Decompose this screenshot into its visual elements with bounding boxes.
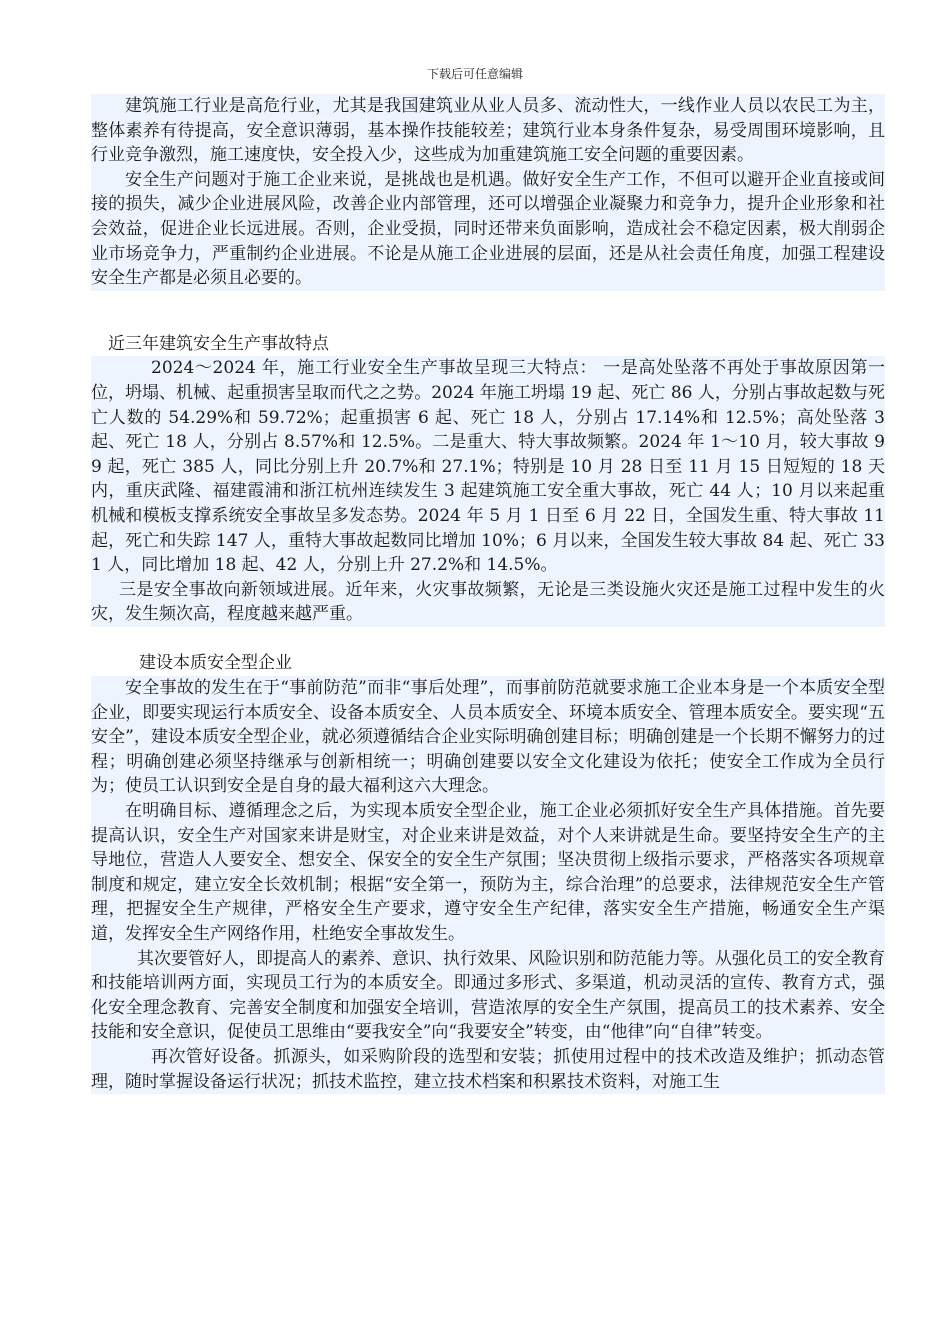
paragraph-block (91, 94, 885, 291)
paragraph-manage-people: 其次要管好人，即提高人的素养、意识、执行效果、风险识别和防范能力等。从强化员工的安全教育和技能培训两方面，实现员工行为的本质安全。即通过多形式、多渠道，机动灵活的宣传、教育方式，强化安全理念教育、完善安全制度和加强安全培训，营造浓厚的安全生产氛围，提高员工的技术素养、安全技能和安全意识，促使员工思维由“要我安全”向“我要安全”转变，由“他律”向“自律”转变。 (91, 948, 885, 1043)
section-heading-accident-features: 近三年建筑安全生产事故特点 (91, 332, 885, 357)
paragraph-prevention: 安全事故的发生在于“事前防范”而非“事后处理”，而事前防范就要求施工企业本身是一个本质安全型企业，即要实现运行本质安全、设备本质安全、人员本质安全、环境本质安全、管理本质安全。要实现“五安全”，建设本质安全型企业，就必须遵循结合企业实际明确创建目标；明确创建是一个长期不懈努力的过程；明确创建必须坚持继承与创新相统一；明确创建要以安全文化建设为依托；使安全工作成为全员行为；使员工认识到安全是自身的最大福利这六大理念。 (91, 678, 885, 797)
document-body (91, 94, 885, 1094)
spacer (91, 291, 885, 332)
page-header: 下载后可任意编辑 (426, 67, 523, 81)
paragraph-safety-opportunity: 安全生产问题对于施工企业来说，是挑战也是机遇。做好安全生产工作，不但可以避开企业直接或间接的损失，减少企业进展风险，改善企业内部管理，还可以增强企业凝聚力和竞争力，提升企业形象和社会效益，促进企业长远进展。否则，企业受损，同时还带来负面影响，造成社会不稳定因素，极大削弱企业市场竞争力，严重制约企业进展。不论是从施工企业进展的层面，还是从社会责任角度，加强工程建设安全生产都是必须且必要的。 (91, 169, 885, 289)
paragraph-accident-statistics: 2024～2024 年，施工行业安全生产事故呈现三大特点： 一是高处坠落不再处于事故原因第一位，坍塌、机械、起重损害呈取而代之之势。2024 年施工坍塌 19 起、死亡 86 人，分别占事故起数与死亡人数的 54.29%和 59.72%；起重损害 6 起、死亡 18 人，分别占 17.14%和 12.5%；高处坠落 3 起、死亡 18 人，分别占 8.57%和 12.5%。二是重大、特大事故频繁。2024 年 1～10 月，较大事故 99 起，死亡 385 人，同比分别上升 20.7%和 27.1%；特别是 10 月 28 日至 11 月 15 日短短的 18 天内，重庆武隆、福建霞浦和浙江杭州连续发生 3 起建筑施工安全重大事故，死亡 44 人；10 月以来起重机械和模板支撑系统安全事故呈多发态势。2024 年 5 月 1 日至 6 月 22 日，全国发生重、特大事故 11 起，死亡和失踪 147 人，重特大事故起数同比增加 10%；6 月以来，全国发生较大事故 84 起、死亡 331 人，同比增加 18 起、42 人，分别上升 27.2%和 14.5%。 (91, 358, 885, 576)
paragraph-industry-risk: 建筑施工行业是高危行业，尤其是我国建筑业从业人员多、流动性大，一线作业人员以农民工为主，整体素养有待提高，安全意识薄弱，基本操作技能较差；建筑行业本身条件复杂，易受周围环境影响，且行业竞争激烈，施工速度快，安全投入少，这些成为加重建筑施工安全问题的重要因素。 (91, 96, 885, 166)
paragraph-measures: 在明确目标、遵循理念之后，为实现本质安全型企业，施工企业必须抓好安全生产具体措施。首先要提高认识，安全生产对国家来讲是财宝，对企业来讲是效益，对个人来讲就是生命。要坚持安全生产的主导地位，营造人人要安全、想安全、保安全的安全生产氛围；坚决贯彻上级指示要求，严格落实各项规章制度和规定，建立安全长效机制；根据“安全第一，预防为主，综合治理”的总要求，法律规范安全生产管理，把握安全生产规律，严格安全生产要求，遵守安全生产纪律，落实安全生产措施，畅通安全生产渠道，发挥安全生产网络作用，杜绝安全事故发生。 (91, 801, 885, 944)
paragraph-block (91, 676, 885, 1094)
section-heading-intrinsic-safety: 建设本质安全型企业 (91, 651, 885, 676)
paragraph-manage-equipment: 再次管好设备。抓源头，如采购阶段的选型和安装；抓使用过程中的技术改造及维护；抓动态管理，随时掌握设备运行状况；抓技术监控，建立技术档案和积累技术资料，对施工生 (91, 1046, 885, 1092)
paragraph-block (91, 356, 885, 627)
spacer (91, 627, 885, 652)
paragraph-fire-accidents: 三是安全事故向新领域进展。近年来，火灾事故频繁，无论是三类设施火灾还是施工过程中发生的火灾，发生频次高，程度越来越严重。 (91, 579, 885, 625)
